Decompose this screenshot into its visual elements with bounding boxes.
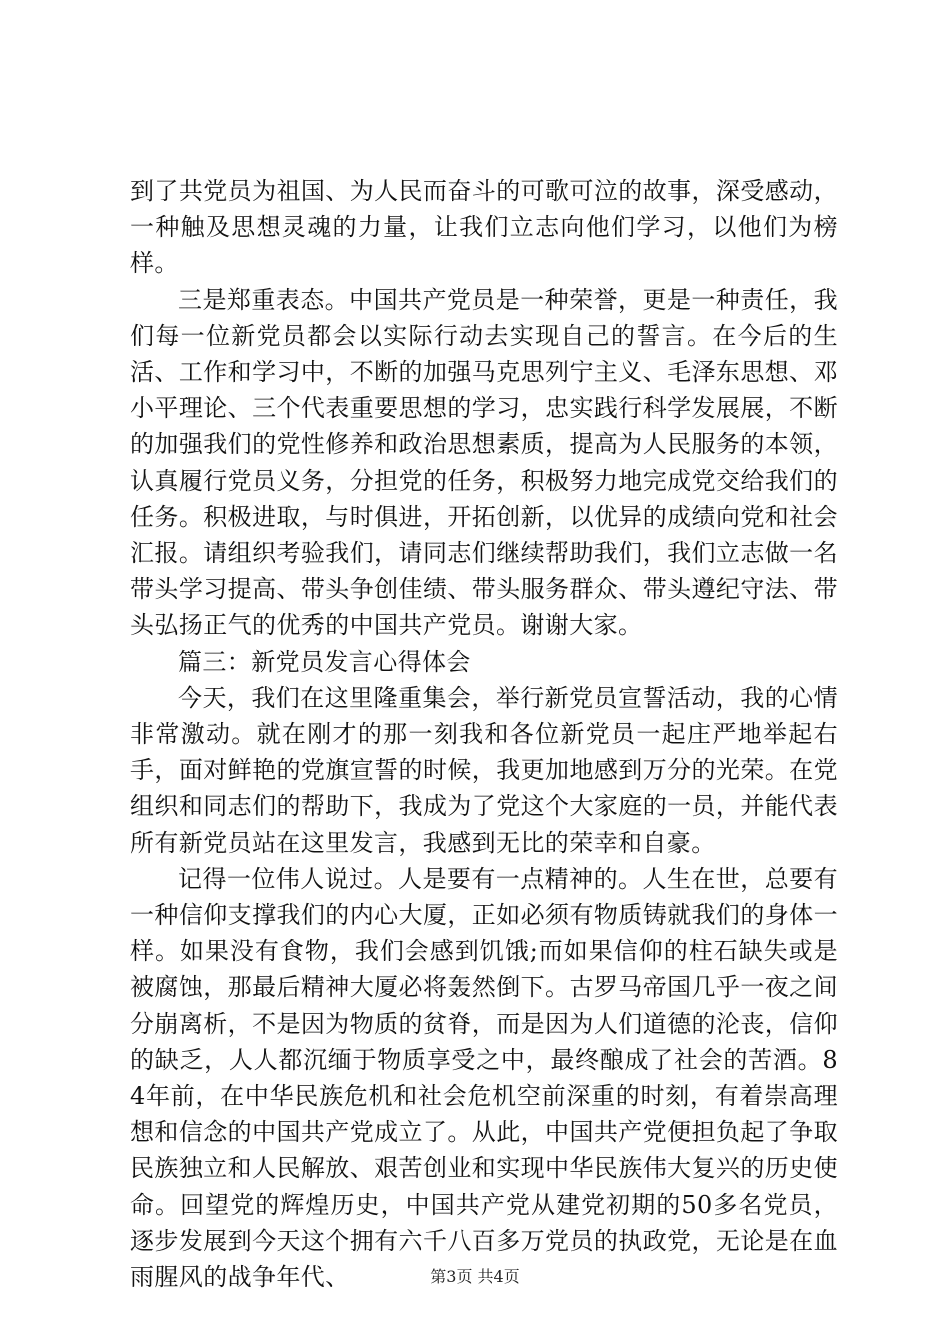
paragraph-4: 记得一位伟人说过。人是要有一点精神的。人生在世，总要有一种信仰支撑我们的内心大厦，正如必须有物质铸就我们的身体一样。如果没有食物，我们会感到饥饿;而如果信仰的柱石缺失或是被腐蚀，那最后精神大厦必将轰然倒下。古罗马帝国几乎一夜之间分崩离析，不是因为物质的贫脊，而是因为人们道德的沦丧，信仰的缺乏，人人都沉缅于物质享受之中，最终酿成了社会的苦酒。84年前，在中华民族危机和社会危机空前深重的时刻，有着崇高理想和信念的中国共产党成立了。从此，中国共产党便担负起了争取民族独立和人民解放、艰苦创业和实现中华民族伟大复兴的历史使命。回望党的辉煌历史，中国共产党从建党初期的50多名党员，逐步发展到今天这个拥有六千八百多万党员的执政党，无论是在血雨腥风的战争年代、 — [130, 864, 838, 1292]
paragraph-1: 到了共党员为祖国、为人民而奋斗的可歌可泣的故事，深受感动，一种触及思想灵魂的力量，让我们立志向他们学习，以他们为榜样。 — [130, 177, 838, 278]
document-body — [130, 173, 838, 1295]
section-heading: 篇三：新党员发言心得体会 — [178, 647, 471, 676]
page-number-footer: 第3页 共4页 — [430, 1267, 520, 1286]
paragraph-3: 今天，我们在这里隆重集会，举行新党员宣誓活动，我的心情非常激动。就在刚才的那一刻我和各位新党员一起庄严地举起右手，面对鲜艳的党旗宣誓的时候，我更加地感到万分的光荣。在党组织和同志们的帮助下，我成为了党这个大家庭的一员，并能代表所有新党员站在这里发言，我感到无比的荣幸和自豪。 — [130, 683, 838, 857]
paragraph-2: 三是郑重表态。中国共产党员是一种荣誉，更是一种责任，我们每一位新党员都会以实际行动去实现自己的誓言。在今后的生活、工作和学习中，不断的加强马克思列宁主义、毛泽东思想、邓小平理论、三个代表重要思想的学习，忠实践行科学发展展，不断的加强我们的党性修养和政治思想素质，提高为人民服务的本领，认真履行党员义务，分担党的任务，积极努力地完成党交给我们的任务。积极进取，与时俱进，开拓创新，以优异的成绩向党和社会汇报。请组织考验我们，请同志们继续帮助我们，我们立志做一名带头学习提高、带头争创佳绩、带头服务群众、带头遵纪守法、带头弘扬正气的优秀的中国共产党员。谢谢大家。 — [130, 285, 838, 640]
